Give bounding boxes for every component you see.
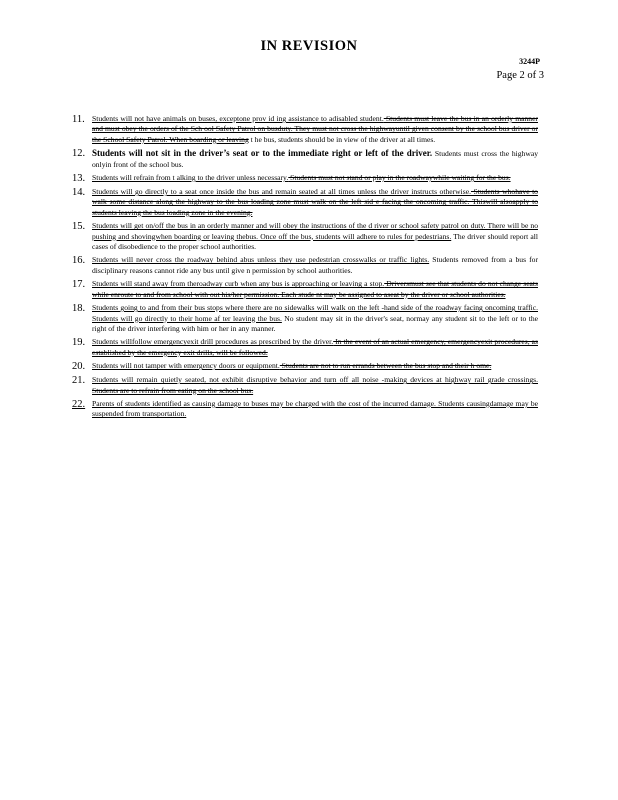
rule-number: 21. (72, 375, 86, 387)
rule-item (72, 148, 538, 170)
rule-number: 17. (72, 279, 86, 291)
rule-item (72, 303, 538, 334)
document-title: IN REVISION (260, 38, 358, 54)
rule-text (92, 361, 538, 371)
rule-text-segment: Driversmust see that students do not change seats while enroute to and from school with out his/her permission. Each stude nt may be assigned to aseat by the driver or school authorities. (92, 279, 538, 299)
rule-item (72, 255, 538, 276)
rule-text-segment: Students will get on/off the bus in an orderly manner and will obey the instructions of the d river or school safety patrol on duty. There will be no pushing and shovingwhen boarding or leaving thebus. Once off the bus, students will adhere to rules for pedestrians. (92, 221, 538, 241)
rule-number: 19. (72, 337, 86, 349)
rule-item (72, 221, 538, 252)
rule-text (92, 221, 538, 252)
rule-number: 20. (72, 361, 86, 373)
rule-text-segment: Students will refrain from t alking to the driver unless necessary. (92, 173, 289, 183)
rule-text-segment: In the event of an actual emergency, emergencyexit procedures, as established by the emergency exit drills, will be followed. (92, 337, 538, 357)
rule-number: 15. (72, 221, 86, 233)
rule-number: 12. (72, 148, 86, 160)
rule-text-segment: Students removed from a bus for disciplinary reasons cannot ride any bus until give n permission by school authorities. (92, 255, 538, 275)
rule-text (92, 375, 538, 396)
rule-item (72, 399, 538, 420)
rule-item (72, 173, 538, 184)
rule-text (92, 255, 538, 276)
rule-item (72, 279, 538, 300)
rule-number: 13. (72, 173, 86, 185)
rule-item (72, 337, 538, 358)
rule-number: 18. (72, 303, 86, 315)
rule-text (92, 337, 538, 358)
page-number: Page 2 of 3 (496, 70, 544, 81)
rule-item (72, 187, 538, 218)
rule-text-segment: The driver should report all cases of disobedience to the proper school authorities. (92, 231, 538, 252)
rule-text-segment: Students will not sit in the driver’s seat or to the immediate right or left of the driver. (92, 148, 433, 159)
rule-item (72, 114, 538, 145)
rules-list (72, 114, 538, 423)
rule-number: 14. (72, 187, 86, 199)
rule-number: 22. (72, 398, 86, 410)
rule-text-segment: Students are not to run errands between the bus stop and their h ome. (279, 361, 492, 371)
rule-text-segment: Students must leave the bus in an orderly manner and must obey the orders of the Sch ool Safety Patrol on busduty. They must not cross the highwayuntil given consent by the school bus driver or the School Safety Patrol. When boarding or leaving (92, 114, 538, 144)
rule-text-segment: Students will never cross the roadway behind abus unless they use pedestrian crosswalks or traffic lights. (92, 255, 430, 265)
rule-text-segment: Students will not tamper with emergency doors or equipment. (92, 361, 280, 371)
rule-text-segment: t he bus, students should be in view of the driver at all times. (248, 134, 436, 144)
rule-text (92, 303, 538, 334)
rule-item (72, 375, 538, 396)
rule-text-segment: Students willfollow emergencyexit drill procedures as prescribed by the driver. (92, 337, 334, 347)
rule-text (92, 279, 538, 300)
rule-text (92, 148, 538, 170)
rule-text (92, 114, 538, 145)
rule-number: 11. (72, 114, 85, 125)
policy-code: 3244P (519, 57, 540, 66)
rule-text (92, 173, 538, 183)
rule-number: 16. (72, 255, 86, 267)
rule-text (92, 399, 538, 420)
rule-text-segment: No student may sit in the driver's seat, normay any student sit to the left or to the right of the driver interfering with him or her in any manner. (92, 313, 538, 333)
rule-text-segment: Students will stand away from theroadway curb when any bus is approaching or leaving a stop. (92, 279, 385, 289)
rule-text-segment: Students will remain quietly seated, not exhibit disruptive behavior and turn off all noise -making devices at highway rail grade crossings. (92, 375, 538, 385)
rule-text-segment: Students must cross the highway onlyin front of the school bus. (92, 149, 538, 169)
rule-text-segment: Students are to refrain from eating on the school bus. (92, 385, 254, 395)
rule-text-segment: Students will not have animals on buses, exceptone prov id ing assistance to adisabled student. (92, 114, 384, 123)
rule-text-segment: Students whohave to walk some distance along the highway to the bus loading zone must walk on the left sid e facing the oncoming traffic. Thiswill alsoapply to students leaving the bus loading zone in the evening. (92, 187, 538, 217)
rule-item (72, 361, 538, 372)
rule-text-segment: Students going to and from their bus stops where there are no sidewalks will walk on the left -hand side of the roadway facing oncoming traffic. Students will go directly to their home af ter leaving the bus. (92, 303, 538, 323)
rule-text-segment: Students will go directly to a seat once inside the bus and remain seated at all times unless the driver instructs otherwise. (92, 187, 471, 197)
rule-text-segment: Parents of students identified as causing damage to buses may be charged with the cost of the incurred damage. Students causingdamage may be suspended from transportation. (92, 398, 538, 419)
rule-text (92, 187, 538, 218)
rule-text-segment: Students must not stand or play in the roadwaywhile waiting for the bus. (288, 173, 511, 183)
